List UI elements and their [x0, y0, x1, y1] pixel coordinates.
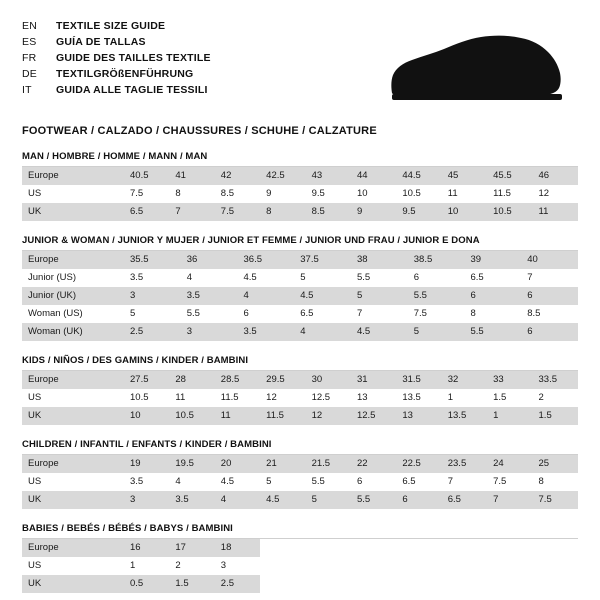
cell: 4 [294, 323, 351, 341]
size-block-babies [22, 523, 578, 593]
row-label: Woman (US) [28, 308, 83, 319]
cell: 24 [487, 455, 532, 473]
cell: 13.5 [402, 392, 421, 403]
cell: 30 [306, 371, 351, 389]
cell: 9 [266, 188, 272, 199]
cell: 45 [442, 167, 487, 185]
cell-empty [442, 575, 487, 593]
cell: 39 [465, 251, 522, 269]
language-row [22, 18, 211, 34]
cell: 31 [351, 371, 396, 389]
cell: 44 [351, 167, 396, 185]
cell: 8 [175, 188, 181, 199]
cell: 41 [169, 167, 214, 185]
cell: 6.5 [442, 491, 487, 509]
cell: 13.5 [442, 407, 487, 425]
cell: 5.5 [465, 323, 522, 341]
cell: 43 [306, 167, 351, 185]
cell: 3 [220, 560, 227, 571]
table-row [22, 323, 578, 341]
table-row [22, 557, 578, 575]
cell: 9.5 [311, 188, 325, 199]
row-label: Europe [22, 371, 124, 389]
cell: 4 [186, 272, 193, 283]
cell-empty [487, 557, 532, 575]
cell-empty [487, 539, 532, 557]
cell: 7 [357, 308, 363, 319]
cell: 38.5 [408, 251, 465, 269]
cell-empty [260, 575, 305, 593]
cell: 7 [169, 203, 214, 221]
table-row [22, 575, 578, 593]
cell: 28 [169, 371, 214, 389]
cell: 3.5 [169, 491, 214, 509]
language-row [22, 34, 211, 50]
row-label: Europe [22, 539, 124, 557]
cell: 4.5 [243, 272, 257, 283]
cell: 42 [215, 167, 260, 185]
size-table [22, 455, 578, 509]
cell: 40 [521, 251, 578, 269]
cell-empty [260, 539, 305, 557]
language-list [22, 18, 211, 98]
cell: 45.5 [487, 167, 532, 185]
cell: 5 [408, 323, 465, 341]
table-row [22, 185, 578, 203]
cell: 6.5 [300, 308, 314, 319]
cell-empty [442, 539, 487, 557]
cell: 1 [487, 407, 532, 425]
cell: 13 [396, 407, 441, 425]
cell: 6 [413, 272, 420, 283]
cell: 10.5 [169, 407, 214, 425]
cell: 10 [442, 203, 487, 221]
row-label: Europe [22, 251, 124, 269]
cell: 19.5 [169, 455, 214, 473]
cell: 20 [215, 455, 260, 473]
row-label: Europe [22, 455, 124, 473]
cell: 10.5 [130, 392, 149, 403]
cell: 10 [124, 407, 169, 425]
cell: 7.5 [215, 203, 260, 221]
cell: 5 [300, 272, 306, 283]
cell: 4.5 [220, 476, 234, 487]
table-row [22, 287, 578, 305]
cell: 12.5 [311, 392, 331, 403]
language-text: GUIDA ALLE TAGLIE TESSILI [56, 83, 208, 96]
cell: 1.5 [493, 392, 507, 403]
cell: 21 [260, 455, 305, 473]
cell: 3 [181, 323, 238, 341]
language-text: GUÍA DE TALLAS [56, 35, 146, 48]
cell: 6.5 [402, 476, 416, 487]
cell: 33 [487, 371, 532, 389]
cell-empty [442, 557, 487, 575]
header [22, 18, 578, 108]
cell: 3.5 [130, 272, 144, 283]
language-text: TEXTILE SIZE GUIDE [56, 19, 166, 32]
table-row [22, 407, 578, 425]
cell: 7 [527, 272, 533, 283]
block-title: KIDS / NIÑOS / DES GAMINS / KINDER / BAMBINI [22, 355, 578, 371]
cell: 5 [130, 308, 136, 319]
cell: 4.5 [260, 491, 305, 509]
row-label: US [28, 476, 42, 487]
cell: 8 [470, 308, 476, 319]
cell: 8.5 [220, 188, 234, 199]
language-code: EN [22, 19, 37, 32]
language-text: TEXTILGRÖßENFÜHRUNG [56, 67, 194, 80]
cell: 8 [538, 476, 544, 487]
row-label: UK [22, 203, 124, 221]
cell: 11 [447, 188, 458, 199]
cell-empty [396, 557, 441, 575]
cell: 5.5 [311, 476, 325, 487]
row-label: Woman (UK) [22, 323, 124, 341]
cell: 3.5 [130, 476, 144, 487]
cell: 46 [533, 167, 578, 185]
block-title: BABIES / BEBÉS / BÉBÉS / BABYS / BAMBINI [22, 523, 578, 539]
table-row [22, 203, 578, 221]
cell: 5 [351, 287, 408, 305]
table-row [22, 251, 578, 269]
cell: 7.5 [493, 476, 507, 487]
table-row [22, 305, 578, 323]
cell: 23.5 [442, 455, 487, 473]
block-title: JUNIOR & WOMAN / JUNIOR Y MUJER / JUNIOR ET FEMME / JUNIOR UND FRAU / JUNIOR E DONA [22, 235, 578, 251]
cell: 4 [215, 491, 260, 509]
row-label: Junior (UK) [22, 287, 124, 305]
size-table [22, 167, 578, 221]
cell: 3.5 [238, 323, 295, 341]
row-label: US [28, 392, 42, 403]
cell: 10 [356, 188, 368, 199]
cell: 4.5 [294, 287, 351, 305]
cell: 9.5 [396, 203, 441, 221]
language-text: GUIDE DES TAILLES TEXTILE [56, 51, 211, 64]
cell: 2 [538, 392, 544, 403]
cell-empty [533, 557, 578, 575]
cell: 5.5 [186, 308, 200, 319]
cell: 5 [266, 476, 272, 487]
table-row [22, 371, 578, 389]
table-row [22, 473, 578, 491]
cell-empty [533, 539, 578, 557]
cell: 32 [442, 371, 487, 389]
cell: 4 [238, 287, 295, 305]
cell: 37.5 [294, 251, 351, 269]
size-table [22, 371, 578, 425]
block-title: CHILDREN / INFANTIL / ENFANTS / KINDER / BAMBINI [22, 439, 578, 455]
row-label: US [28, 188, 42, 199]
table-row [22, 491, 578, 509]
cell: 16 [124, 539, 169, 557]
cell: 13 [356, 392, 368, 403]
cell: 5.5 [351, 491, 396, 509]
cell: 3.5 [181, 287, 238, 305]
cell: 4.5 [351, 323, 408, 341]
cell: 1.5 [169, 575, 214, 593]
cell: 42.5 [260, 167, 305, 185]
cell: 6 [356, 476, 363, 487]
cell: 4 [175, 476, 181, 487]
cell-empty [533, 575, 578, 593]
cell: 36 [181, 251, 238, 269]
cell: 11.5 [220, 392, 239, 403]
cell: 27.5 [124, 371, 169, 389]
table-row [22, 167, 578, 185]
cell-empty [396, 539, 441, 557]
table-row [22, 269, 578, 287]
cell: 6 [396, 491, 441, 509]
cell: 6 [465, 287, 522, 305]
table-row [22, 539, 578, 557]
row-label: UK [22, 491, 124, 509]
dress-shoe-icon [374, 28, 574, 108]
cell: 5 [306, 491, 351, 509]
cell: 31.5 [396, 371, 441, 389]
cell: 22 [351, 455, 396, 473]
cell: 6.5 [124, 203, 169, 221]
cell: 1 [447, 392, 454, 403]
cell: 12.5 [351, 407, 396, 425]
cell: 7 [447, 476, 454, 487]
cell: 2.5 [215, 575, 260, 593]
cell: 1 [130, 560, 136, 571]
cell: 11.5 [493, 188, 511, 199]
cell-empty [351, 557, 396, 575]
cell: 7 [487, 491, 532, 509]
cell: 11 [175, 392, 186, 403]
cell: 33.5 [533, 371, 578, 389]
table-row [22, 389, 578, 407]
cell: 1.5 [533, 407, 578, 425]
cell: 18 [215, 539, 260, 557]
language-row [22, 66, 211, 82]
language-code: ES [22, 35, 37, 48]
cell: 38 [351, 251, 408, 269]
cell: 5.5 [408, 287, 465, 305]
cell: 19 [124, 455, 169, 473]
block-title: MAN / HOMBRE / HOMME / MANN / MAN [22, 151, 578, 167]
cell: 10.5 [402, 188, 421, 199]
cell-empty [306, 539, 351, 557]
size-block-man [22, 151, 578, 221]
cell: 2 [175, 560, 181, 571]
language-code: DE [22, 67, 37, 80]
cell-empty [351, 575, 396, 593]
cell: 35.5 [124, 251, 181, 269]
cell: 7.5 [130, 188, 144, 199]
row-label: US [28, 560, 42, 571]
cell: 5.5 [357, 272, 371, 283]
cell: 12 [266, 392, 277, 403]
cell: 17 [169, 539, 214, 557]
size-table [22, 251, 578, 341]
cell-empty [306, 557, 351, 575]
cell: 2.5 [124, 323, 181, 341]
cell: 9 [351, 203, 396, 221]
cell-empty [487, 575, 532, 593]
cell: 3 [124, 491, 169, 509]
cell: 12 [538, 188, 550, 199]
language-row [22, 50, 211, 66]
cell: 6 [521, 287, 578, 305]
cell: 10.5 [487, 203, 532, 221]
cell: 36.5 [238, 251, 295, 269]
cell: 6.5 [470, 272, 484, 283]
row-label: Europe [22, 167, 124, 185]
size-block-junior-woman [22, 235, 578, 341]
cell: 12 [306, 407, 351, 425]
cell: 11 [215, 407, 260, 425]
cell-empty [306, 575, 351, 593]
size-table [22, 539, 578, 593]
cell: 44.5 [396, 167, 441, 185]
language-code: IT [22, 83, 32, 96]
cell-empty [260, 557, 305, 575]
cell: 40.5 [124, 167, 169, 185]
row-label: UK [22, 407, 124, 425]
cell: 28.5 [215, 371, 260, 389]
cell: 3 [124, 287, 181, 305]
cell: 25 [533, 455, 578, 473]
row-label: UK [22, 575, 124, 593]
cell: 8 [260, 203, 305, 221]
cell: 11.5 [260, 407, 305, 425]
cell: 6 [243, 308, 249, 319]
cell: 8.5 [306, 203, 351, 221]
cell: 6 [521, 323, 578, 341]
cell: 11 [533, 203, 578, 221]
language-code: FR [22, 51, 37, 64]
table-row [22, 455, 578, 473]
cell: 7.5 [533, 491, 578, 509]
size-block-kids [22, 355, 578, 425]
cell: 22.5 [396, 455, 441, 473]
size-block-children [22, 439, 578, 509]
cell-empty [396, 575, 441, 593]
cell: 7.5 [413, 308, 427, 319]
language-row [22, 82, 211, 98]
cell: 8.5 [527, 308, 541, 319]
cell: 21.5 [306, 455, 351, 473]
cell-empty [351, 539, 396, 557]
cell: 0.5 [124, 575, 169, 593]
row-label: Junior (US) [28, 272, 77, 283]
cell: 29.5 [260, 371, 305, 389]
page-title: FOOTWEAR / CALZADO / CHAUSSURES / SCHUHE / CALZATURE [22, 125, 377, 137]
